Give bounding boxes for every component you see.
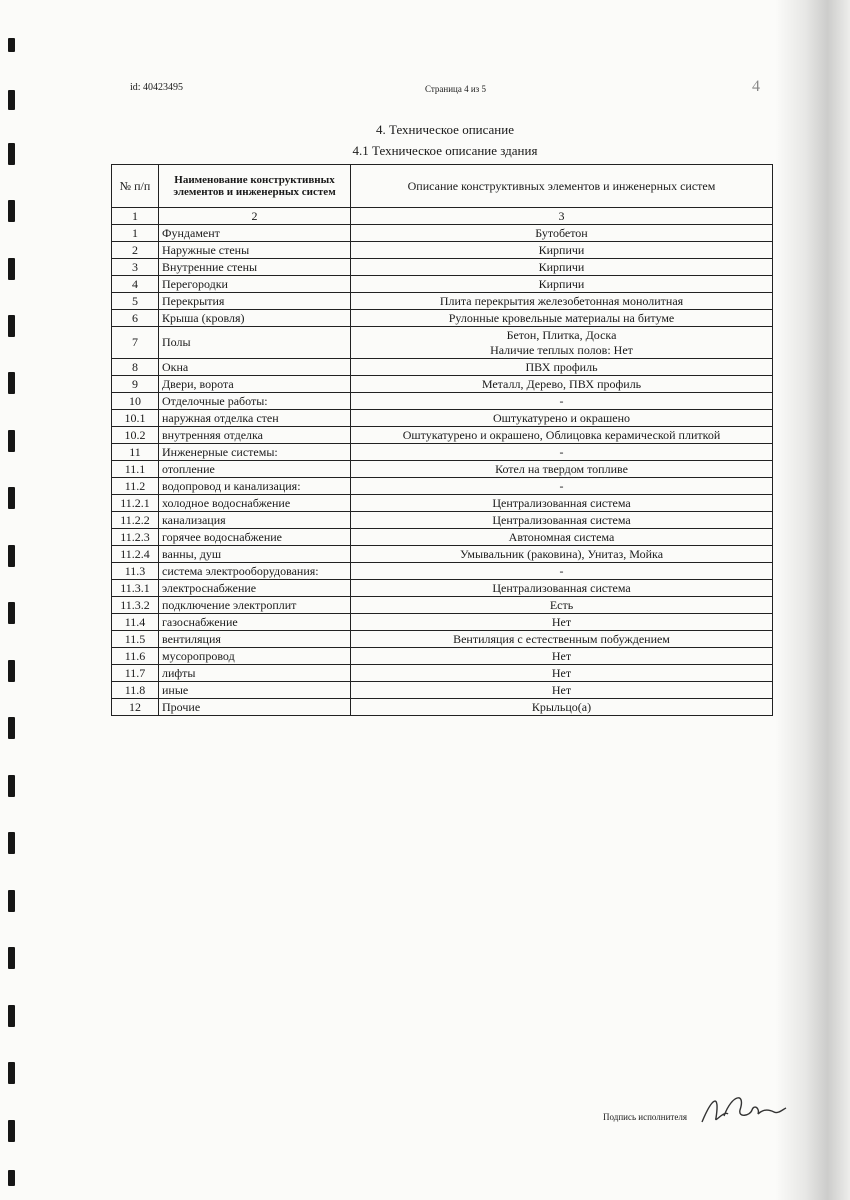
- page-indicator: Страница 4 из 5: [425, 84, 486, 94]
- document-id: id: 40423495: [130, 82, 184, 93]
- row-description: Котел на твердом топливе: [351, 461, 773, 478]
- row-number: 11.6: [112, 648, 159, 665]
- row-element-name: Полы: [159, 327, 351, 359]
- row-description-line: Бетон, Плитка, Доска: [506, 327, 617, 342]
- binder-mark: [8, 890, 15, 912]
- row-number: 9: [112, 376, 159, 393]
- scan-edge-shadow: [775, 0, 850, 1200]
- row-number: 3: [112, 259, 159, 276]
- index-cell: 2: [159, 208, 351, 225]
- row-element-name: иные: [159, 682, 351, 699]
- binder-mark: [8, 372, 15, 394]
- row-description: Нет: [351, 648, 773, 665]
- row-description: Умывальник (раковина), Унитаз, Мойка: [351, 546, 773, 563]
- table-row: [112, 259, 773, 276]
- binder-mark: [8, 660, 15, 682]
- table-row: [112, 242, 773, 259]
- row-element-name: ванны, душ: [159, 546, 351, 563]
- row-element-name: наружная отделка стен: [159, 410, 351, 427]
- table-row: [112, 225, 773, 242]
- row-description: Рулонные кровельные материалы на битуме: [351, 310, 773, 327]
- row-number: 11.2.4: [112, 546, 159, 563]
- binder-mark: [8, 258, 15, 280]
- row-number: 12: [112, 699, 159, 716]
- row-description: Автономная система: [351, 529, 773, 546]
- table-row: [112, 580, 773, 597]
- binder-mark: [8, 90, 15, 110]
- row-element-name: Отделочные работы:: [159, 393, 351, 410]
- row-description: Оштукатурено и окрашено: [351, 410, 773, 427]
- row-number: 6: [112, 310, 159, 327]
- binder-mark: [8, 717, 15, 739]
- row-description: -: [351, 563, 773, 580]
- row-element-name: канализация: [159, 512, 351, 529]
- row-element-name: вентиляция: [159, 631, 351, 648]
- row-element-name: водопровод и канализация:: [159, 478, 351, 495]
- row-description: Нет: [351, 614, 773, 631]
- index-cell: 3: [351, 208, 773, 225]
- row-number: 11.8: [112, 682, 159, 699]
- table-row: [112, 461, 773, 478]
- row-number: 10: [112, 393, 159, 410]
- row-description: Плита перекрытия железобетонная монолитная: [351, 293, 773, 310]
- binder-mark: [8, 1062, 15, 1084]
- table-row: [112, 359, 773, 376]
- row-number: 11.3: [112, 563, 159, 580]
- subsection-title: 4.1 Техническое описание здания: [352, 143, 538, 158]
- row-description: Бутобетон: [351, 225, 773, 242]
- binder-mark: [8, 430, 15, 452]
- row-number: 5: [112, 293, 159, 310]
- index-cell: 1: [112, 208, 159, 225]
- row-number: 11.7: [112, 665, 159, 682]
- row-description: -: [351, 478, 773, 495]
- row-number: 11.3.2: [112, 597, 159, 614]
- binder-mark: [8, 1120, 15, 1142]
- table-row: [112, 597, 773, 614]
- table-body: [112, 225, 773, 716]
- row-element-name: мусоропровод: [159, 648, 351, 665]
- row-element-name: Инженерные системы:: [159, 444, 351, 461]
- row-description: Кирпичи: [351, 242, 773, 259]
- row-element-name: электроснабжение: [159, 580, 351, 597]
- row-description: [351, 327, 773, 359]
- table-row: [112, 631, 773, 648]
- table-row: [112, 444, 773, 461]
- table-row: [112, 648, 773, 665]
- binder-mark: [8, 1170, 15, 1186]
- row-description: Вентиляция с естественным побуждением: [351, 631, 773, 648]
- row-element-name: внутренняя отделка: [159, 427, 351, 444]
- row-description: -: [351, 393, 773, 410]
- table-row: [112, 376, 773, 393]
- binder-mark: [8, 1005, 15, 1027]
- table-header-row: [112, 165, 773, 208]
- row-description: Нет: [351, 682, 773, 699]
- row-element-name: холодное водоснабжение: [159, 495, 351, 512]
- binder-mark: [8, 38, 15, 52]
- binder-mark: [8, 315, 15, 337]
- signature-image: [698, 1088, 788, 1128]
- row-number: 11.2.3: [112, 529, 159, 546]
- table-row: [112, 529, 773, 546]
- table-index-row: [112, 208, 773, 225]
- row-number: 10.1: [112, 410, 159, 427]
- row-number: 10.2: [112, 427, 159, 444]
- row-number: 8: [112, 359, 159, 376]
- row-description: Оштукатурено и окрашено, Облицовка керамической плиткой: [351, 427, 773, 444]
- row-description: Кирпичи: [351, 276, 773, 293]
- binder-mark: [8, 487, 15, 509]
- row-element-name: Крыша (кровля): [159, 310, 351, 327]
- binder-mark: [8, 602, 15, 624]
- section-title: 4. Техническое описание: [376, 122, 514, 137]
- table-row: [112, 410, 773, 427]
- row-number: 11.4: [112, 614, 159, 631]
- table-row: [112, 310, 773, 327]
- row-element-name: Фундамент: [159, 225, 351, 242]
- row-number: 11.5: [112, 631, 159, 648]
- row-number: 11: [112, 444, 159, 461]
- header-desc: Описание конструктивных элементов и инженерных систем: [351, 165, 773, 208]
- row-number: 11.2.1: [112, 495, 159, 512]
- row-description: ПВХ профиль: [351, 359, 773, 376]
- table-row: [112, 512, 773, 529]
- technical-description-table: [111, 164, 773, 716]
- table-row: [112, 293, 773, 310]
- table-row: [112, 327, 773, 359]
- table-row: [112, 427, 773, 444]
- row-description: Металл, Дерево, ПВХ профиль: [351, 376, 773, 393]
- row-element-name: Прочие: [159, 699, 351, 716]
- table-row: [112, 478, 773, 495]
- row-description: Централизованная система: [351, 495, 773, 512]
- row-number: 11.3.1: [112, 580, 159, 597]
- table-row: [112, 699, 773, 716]
- row-element-name: Наружные стены: [159, 242, 351, 259]
- handwritten-page-number: 4: [752, 78, 760, 95]
- row-element-name: Внутренние стены: [159, 259, 351, 276]
- table-row: [112, 614, 773, 631]
- row-description: Кирпичи: [351, 259, 773, 276]
- row-number: 4: [112, 276, 159, 293]
- row-description: Нет: [351, 665, 773, 682]
- table-row: [112, 276, 773, 293]
- binder-mark: [8, 832, 15, 854]
- row-element-name: Перегородки: [159, 276, 351, 293]
- table-row: [112, 393, 773, 410]
- row-number: 2: [112, 242, 159, 259]
- row-description-line: Наличие теплых полов: Нет: [490, 342, 633, 357]
- row-number: 7: [112, 327, 159, 359]
- row-element-name: Перекрытия: [159, 293, 351, 310]
- row-description: Централизованная система: [351, 580, 773, 597]
- table-row: [112, 682, 773, 699]
- row-number: 1: [112, 225, 159, 242]
- row-description: Централизованная система: [351, 512, 773, 529]
- table-row: [112, 665, 773, 682]
- table-row: [112, 563, 773, 580]
- row-element-name: лифты: [159, 665, 351, 682]
- row-number: 11.2.2: [112, 512, 159, 529]
- row-element-name: Двери, ворота: [159, 376, 351, 393]
- header-name: Наименование конструктивных элементов и инженерных систем: [159, 165, 351, 208]
- row-number: 11.1: [112, 461, 159, 478]
- binder-mark: [8, 545, 15, 567]
- row-element-name: Окна: [159, 359, 351, 376]
- row-description: -: [351, 444, 773, 461]
- binder-mark: [8, 775, 15, 797]
- binder-mark: [8, 200, 15, 222]
- row-element-name: отопление: [159, 461, 351, 478]
- table-row: [112, 546, 773, 563]
- signature-label: Подпись исполнителя: [603, 1112, 687, 1122]
- row-element-name: подключение электроплит: [159, 597, 351, 614]
- row-description: Есть: [351, 597, 773, 614]
- row-element-name: газоснабжение: [159, 614, 351, 631]
- row-number: 11.2: [112, 478, 159, 495]
- row-element-name: горячее водоснабжение: [159, 529, 351, 546]
- row-element-name: система электрооборудования:: [159, 563, 351, 580]
- table-row: [112, 495, 773, 512]
- row-description: Крыльцо(а): [351, 699, 773, 716]
- header-num: № п/п: [112, 165, 159, 208]
- binder-mark: [8, 947, 15, 969]
